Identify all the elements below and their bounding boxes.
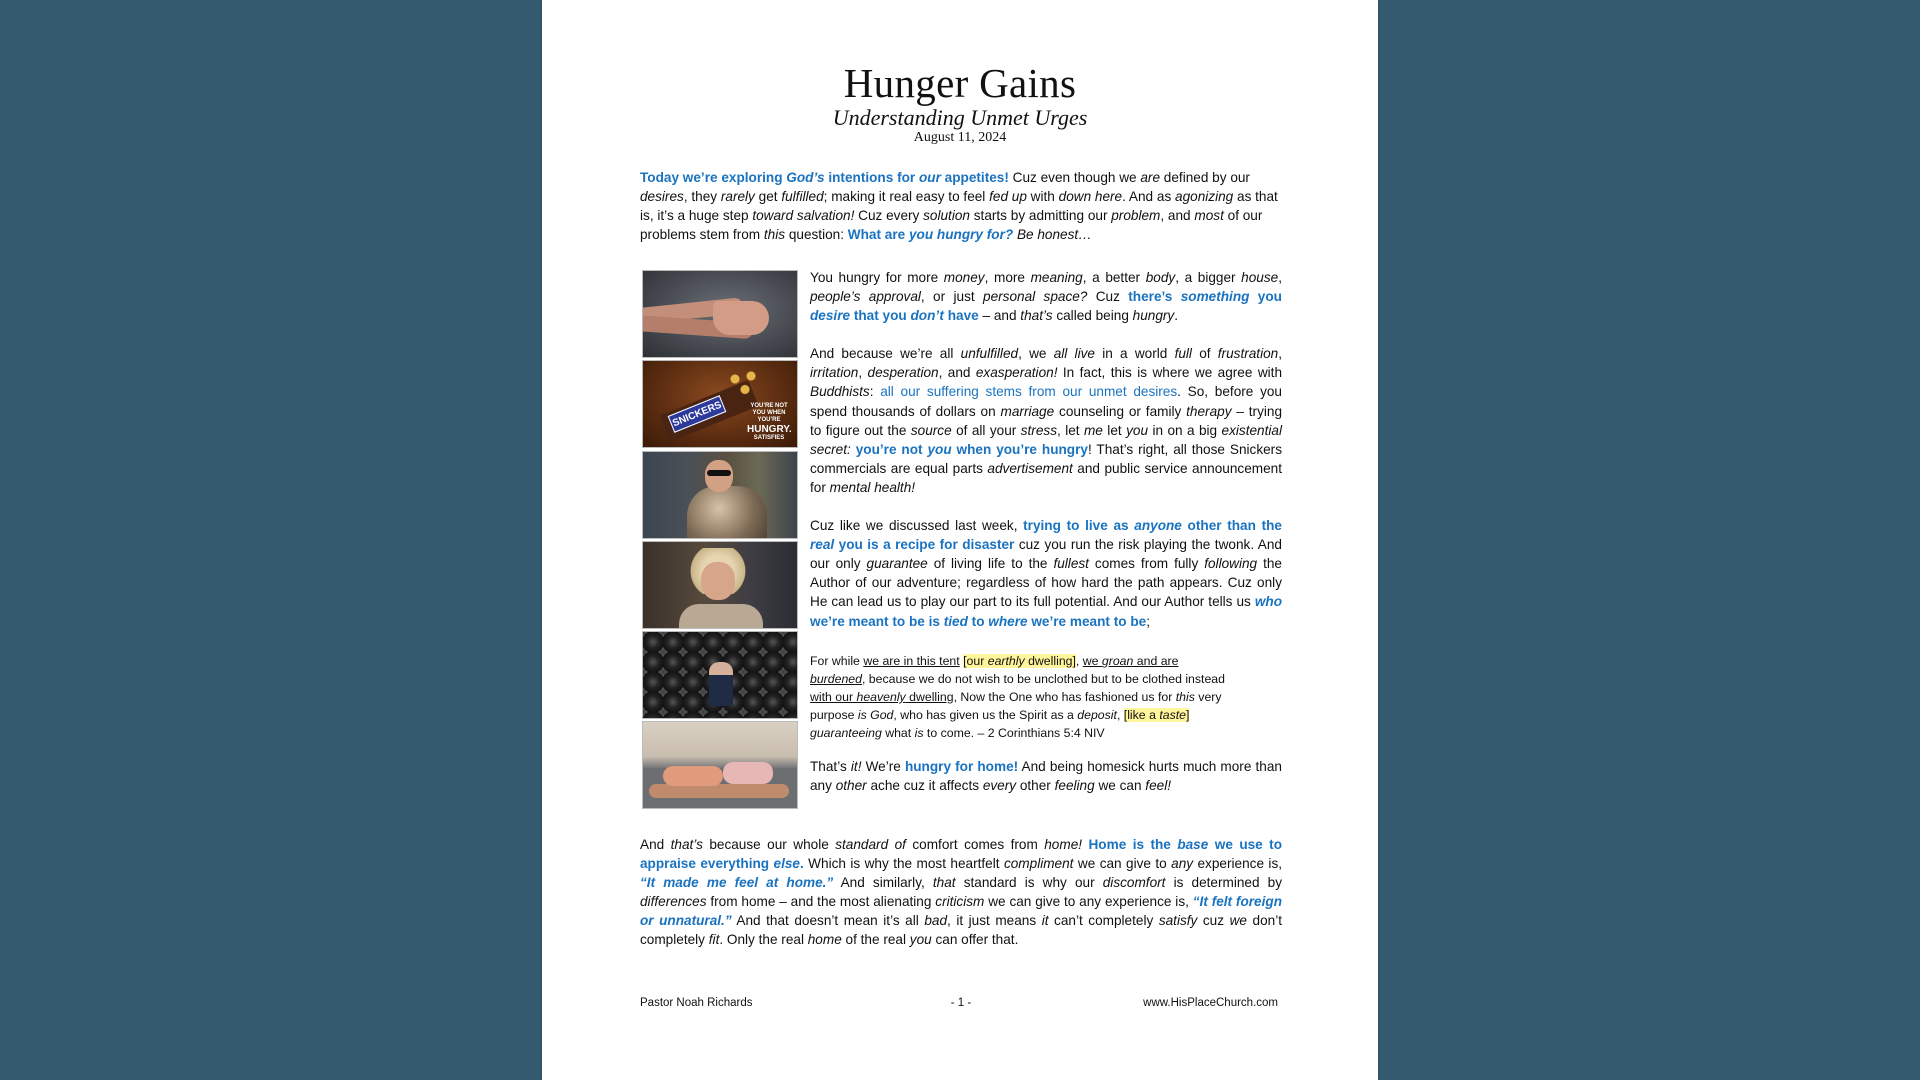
paragraph-unfulfilled: And because we’re all unfulfilled, we all live in a world full of frustration, irritation, desperation, and exasperation! In fact, this is where we agree with Buddhists: all our suffering stems from our unmet desires. So, before you spend thousands of dollars on marriage counseling or family therapy – trying to figure out the source of all your stress, let me let you in on a big existential secret: you’re not you when you’re hungry! That’s right, all those Snickers commercials are equal parts advertisement and public service announcement for mental health!	[810, 346, 1283, 495]
outstretched-hands-image	[642, 270, 798, 358]
page-subtitle: Understanding Unmet Urges	[832, 105, 1088, 130]
main-text-column	[810, 268, 1282, 814]
footer-author: Pastor Noah Richards	[640, 997, 753, 1009]
footer-website: www.HisPlaceChurch.com	[1143, 997, 1278, 1009]
image-column	[642, 270, 798, 812]
snickers-ad-image	[642, 360, 798, 448]
paragraph-hungry-for-home: That’s it! We’re hungry for home! And being homesick hurts much more than any other ache cuz it affects every other feeling we can feel!	[810, 758, 1282, 793]
intro-paragraph: Today we’re exploring God’s intentions for our appetites! Cuz even though we are defined by our desires, they rarely get fulfilled; making it real easy to feel fed up with down here. And as agonizing as that is, it’s a huge step toward salvation! Cuz every solution starts by admitting our problem, and most of our problems stem from this question: What are you hungry for? Be honest…	[640, 170, 1278, 243]
page-date: August 11, 2024	[913, 130, 1007, 145]
scripture-quote: For while we are in this tent [our earthly dwelling], we groan and are burdened, because we do not wish to be unclothed but to be clothed instead with our heavenly dwelling, Now the One who has fashioned us for this very purpose is God, who has given us the Spirit as a deposit, [like a taste] guaranteeing what is to come. – 2 Corinthians 5:4 NIV	[810, 653, 1225, 741]
document-page	[542, 0, 1378, 1080]
page-title: Hunger Gains	[843, 60, 1077, 106]
crowd-standout-image	[642, 631, 798, 719]
closing-paragraph: And that’s because our whole standard of comfort comes from home! Home is the base we use to appraise everything else. Which is why the most heartfelt compliment we can give to any experience is, “It made me feel at home.” And similarly, that standard is why our discomfort is determined by differences from home – and the most alienating criticism we can give to any experience is, “It felt foreign or unnatural.” And that doesn’t mean it’s all bad, it just means it can’t completely satisfy cuz we don’t completely fit. Only the real home of the real you can offer that.	[640, 837, 1283, 948]
title-block	[542, 60, 1378, 146]
snickers-tagline: YOU’RE NOT YOU WHEN YOU’RE HUNGRY. SATISFIES	[747, 403, 792, 442]
snickers-logo: SNICKERS	[668, 395, 727, 433]
paragraph-hungry-for: You hungry for more money, more meaning, a better body, a bigger house, people’s approval, or just personal space? Cuz there’s something you desire that you don’t have – and that’s called being hungry.	[810, 270, 1282, 324]
pilot-character-image	[642, 451, 798, 539]
wild-hair-character-image	[642, 541, 798, 629]
footer-page-number: - 1 -	[950, 997, 972, 1009]
family-on-couch-image	[642, 721, 798, 809]
paragraph-real-you: Cuz like we discussed last week, trying to live as anyone other than the real you is a recipe for disaster cuz you run the risk playing the twonk. And our only guarantee of living life to the fullest comes from fully following the Author of our adventure; regardless of how hard the path appears. Cuz only He can lead us to play our part to its full potential. And our Author tells us who we’re meant to be is tied to where we’re meant to be;	[810, 518, 1282, 629]
